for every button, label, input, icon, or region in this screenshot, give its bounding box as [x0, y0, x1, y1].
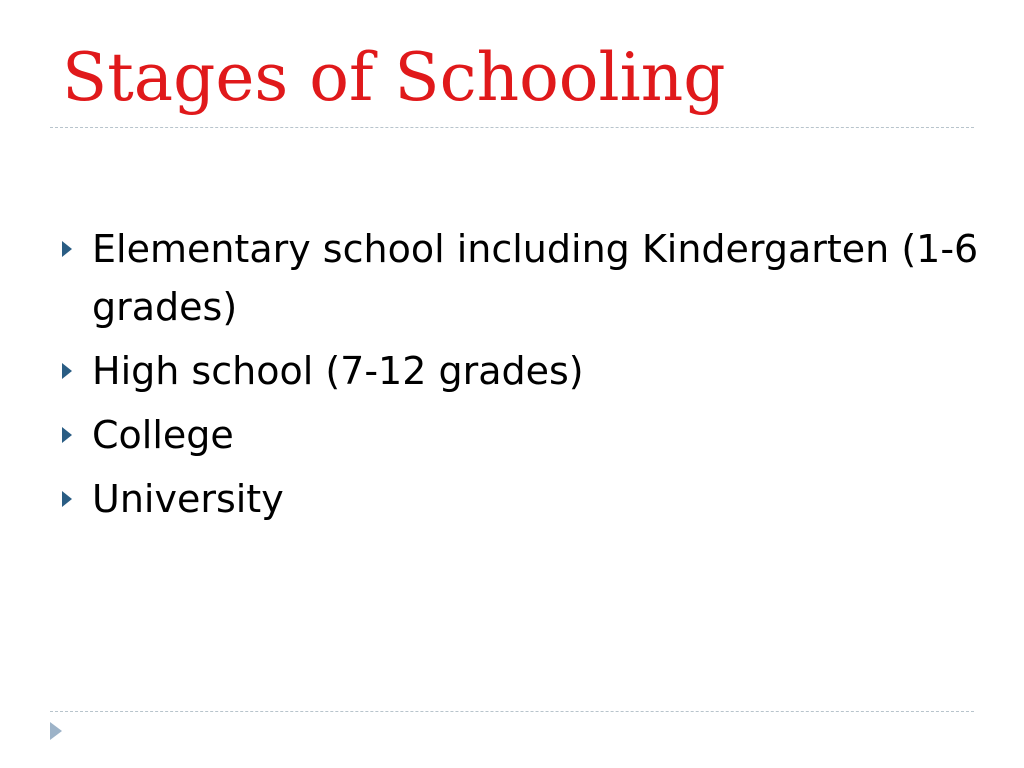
bullet-item [62, 220, 982, 336]
bullet-text: University [92, 477, 284, 521]
bullet-text: High school (7-12 grades) [92, 349, 584, 393]
bullet-text: Elementary school including Kindergarten (1-6 grades) [92, 227, 979, 329]
title-divider [50, 127, 974, 128]
footer-divider [50, 711, 974, 712]
bullet-item [62, 470, 982, 528]
bullet-text: College [92, 413, 234, 457]
triangle-right-icon [62, 220, 92, 278]
corner-triangle-icon [50, 722, 62, 745]
triangle-right-icon [62, 342, 92, 400]
bullet-list [62, 220, 982, 534]
triangle-right-icon [62, 406, 92, 464]
triangle-right-icon [62, 470, 92, 528]
bullet-item [62, 342, 982, 400]
slide-title: Stages of Schooling [62, 39, 726, 116]
bullet-item [62, 406, 982, 464]
